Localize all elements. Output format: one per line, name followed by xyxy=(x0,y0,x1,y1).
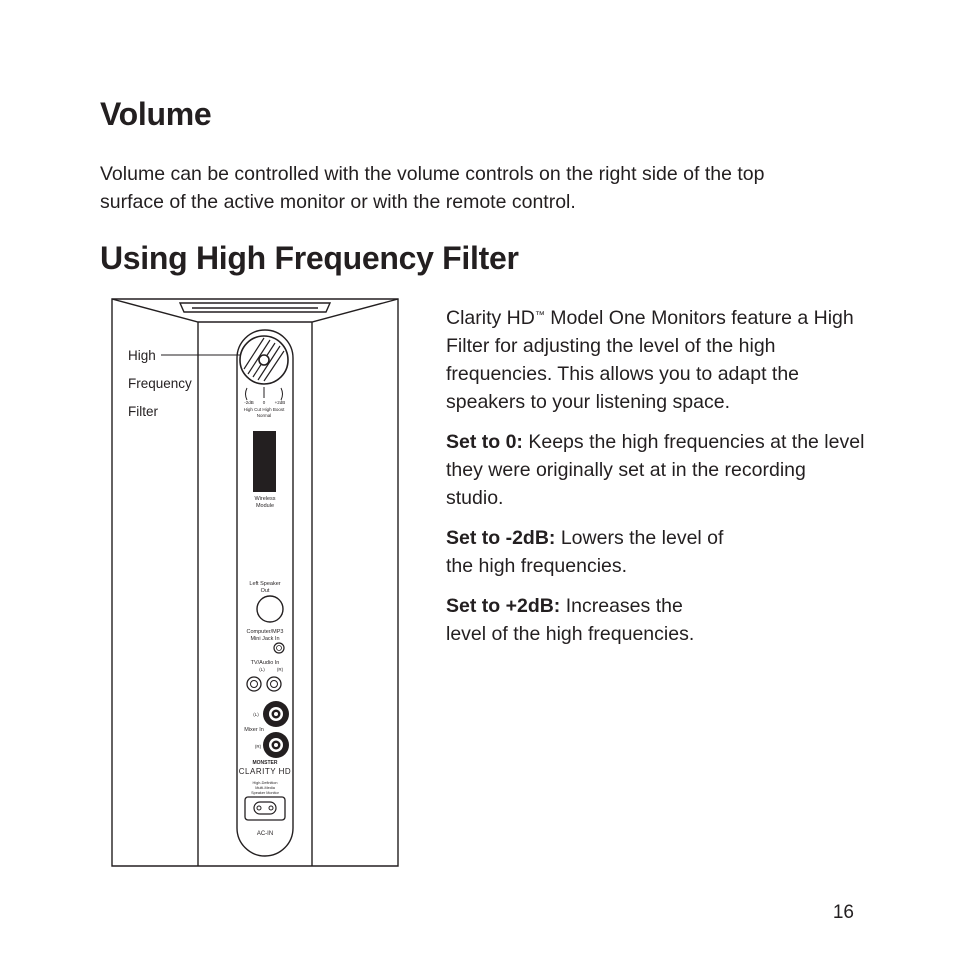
brand-line-2: Multi-Media xyxy=(255,786,275,790)
knob-minus-label: -2dB xyxy=(244,400,254,405)
knob-normal-label: Normal xyxy=(256,413,272,418)
intro-text: Model One Monitors feature a High Filter for adjusting the level of the high frequencies. This allows you to adapt the speakers to your listening space. xyxy=(446,307,854,413)
left-speaker-out-port xyxy=(257,596,283,622)
knob-cut-boost-label: High Cut High Boost xyxy=(243,407,285,412)
set-to-minus-2db-text: Lowers the level of the high frequencies. xyxy=(446,527,724,577)
ac-in-socket xyxy=(245,797,285,820)
mixer-l-label: (L) xyxy=(253,712,259,717)
tv-audio-l-label: (L) xyxy=(259,667,265,672)
set-to-minus-2db-paragraph xyxy=(446,524,736,580)
high-frequency-filter-heading: Using High Frequency Filter xyxy=(100,240,519,276)
set-to-plus-2db-text: Increases the level of the high frequencies. xyxy=(446,595,695,645)
computer-label-1: Computer/MP3 xyxy=(246,629,284,635)
set-to-0-text: Keeps the high frequencies at the level they were originally set at in the recording studio. xyxy=(446,431,865,509)
brand-monster-logo: MONSTER xyxy=(252,760,278,766)
callout-filter: Filter xyxy=(128,404,158,419)
volume-paragraph: Volume can be controlled with the volume controls on the right side of the top surface of the active monitor or with the remote control. xyxy=(100,163,765,213)
knob-zero-label: 0 xyxy=(262,400,266,405)
tv-audio-label: TV/Audio In xyxy=(250,660,280,666)
mixer-in-label: Mixer In xyxy=(244,727,264,733)
wireless-label-1: Wireless xyxy=(254,496,276,502)
mixer-in-ports xyxy=(263,701,289,758)
brand-line-1: High-Definition xyxy=(252,781,278,785)
set-to-minus-2db-label: Set to -2dB: xyxy=(446,527,556,549)
callout-frequency: Frequency xyxy=(128,376,192,391)
trademark-symbol: ™ xyxy=(534,310,545,321)
set-to-plus-2db-label: Set to +2dB: xyxy=(446,595,561,617)
tv-audio-ports xyxy=(247,677,281,691)
set-to-0-label: Set to 0: xyxy=(446,431,523,453)
filter-description xyxy=(446,304,866,660)
brand-clarity-logo: CLARITY HD xyxy=(238,767,292,776)
left-out-label-1: Left Speaker xyxy=(249,581,281,587)
intro-product-name: Clarity HD xyxy=(446,307,535,329)
volume-heading: Volume xyxy=(100,96,212,132)
ac-in-label: AC-IN xyxy=(256,831,274,837)
tv-audio-r-label: (R) xyxy=(276,667,284,672)
page-number: 16 xyxy=(832,902,854,923)
mixer-r-label: (R) xyxy=(254,744,262,749)
wireless-label-2: Module xyxy=(255,503,275,509)
mini-jack-port xyxy=(274,643,284,653)
left-out-label-2: Out xyxy=(260,588,270,594)
wireless-module-slot xyxy=(253,431,276,492)
brand-line-3: Speaker Monitor xyxy=(251,791,279,795)
callout-high: High xyxy=(128,348,156,363)
intro-paragraph xyxy=(446,304,866,416)
computer-label-2: Mini Jack In xyxy=(250,636,280,642)
high-frequency-knob xyxy=(240,336,288,400)
set-to-0-paragraph xyxy=(446,428,866,512)
set-to-plus-2db-paragraph xyxy=(446,592,721,648)
knob-plus-label: +2dB xyxy=(274,400,286,405)
